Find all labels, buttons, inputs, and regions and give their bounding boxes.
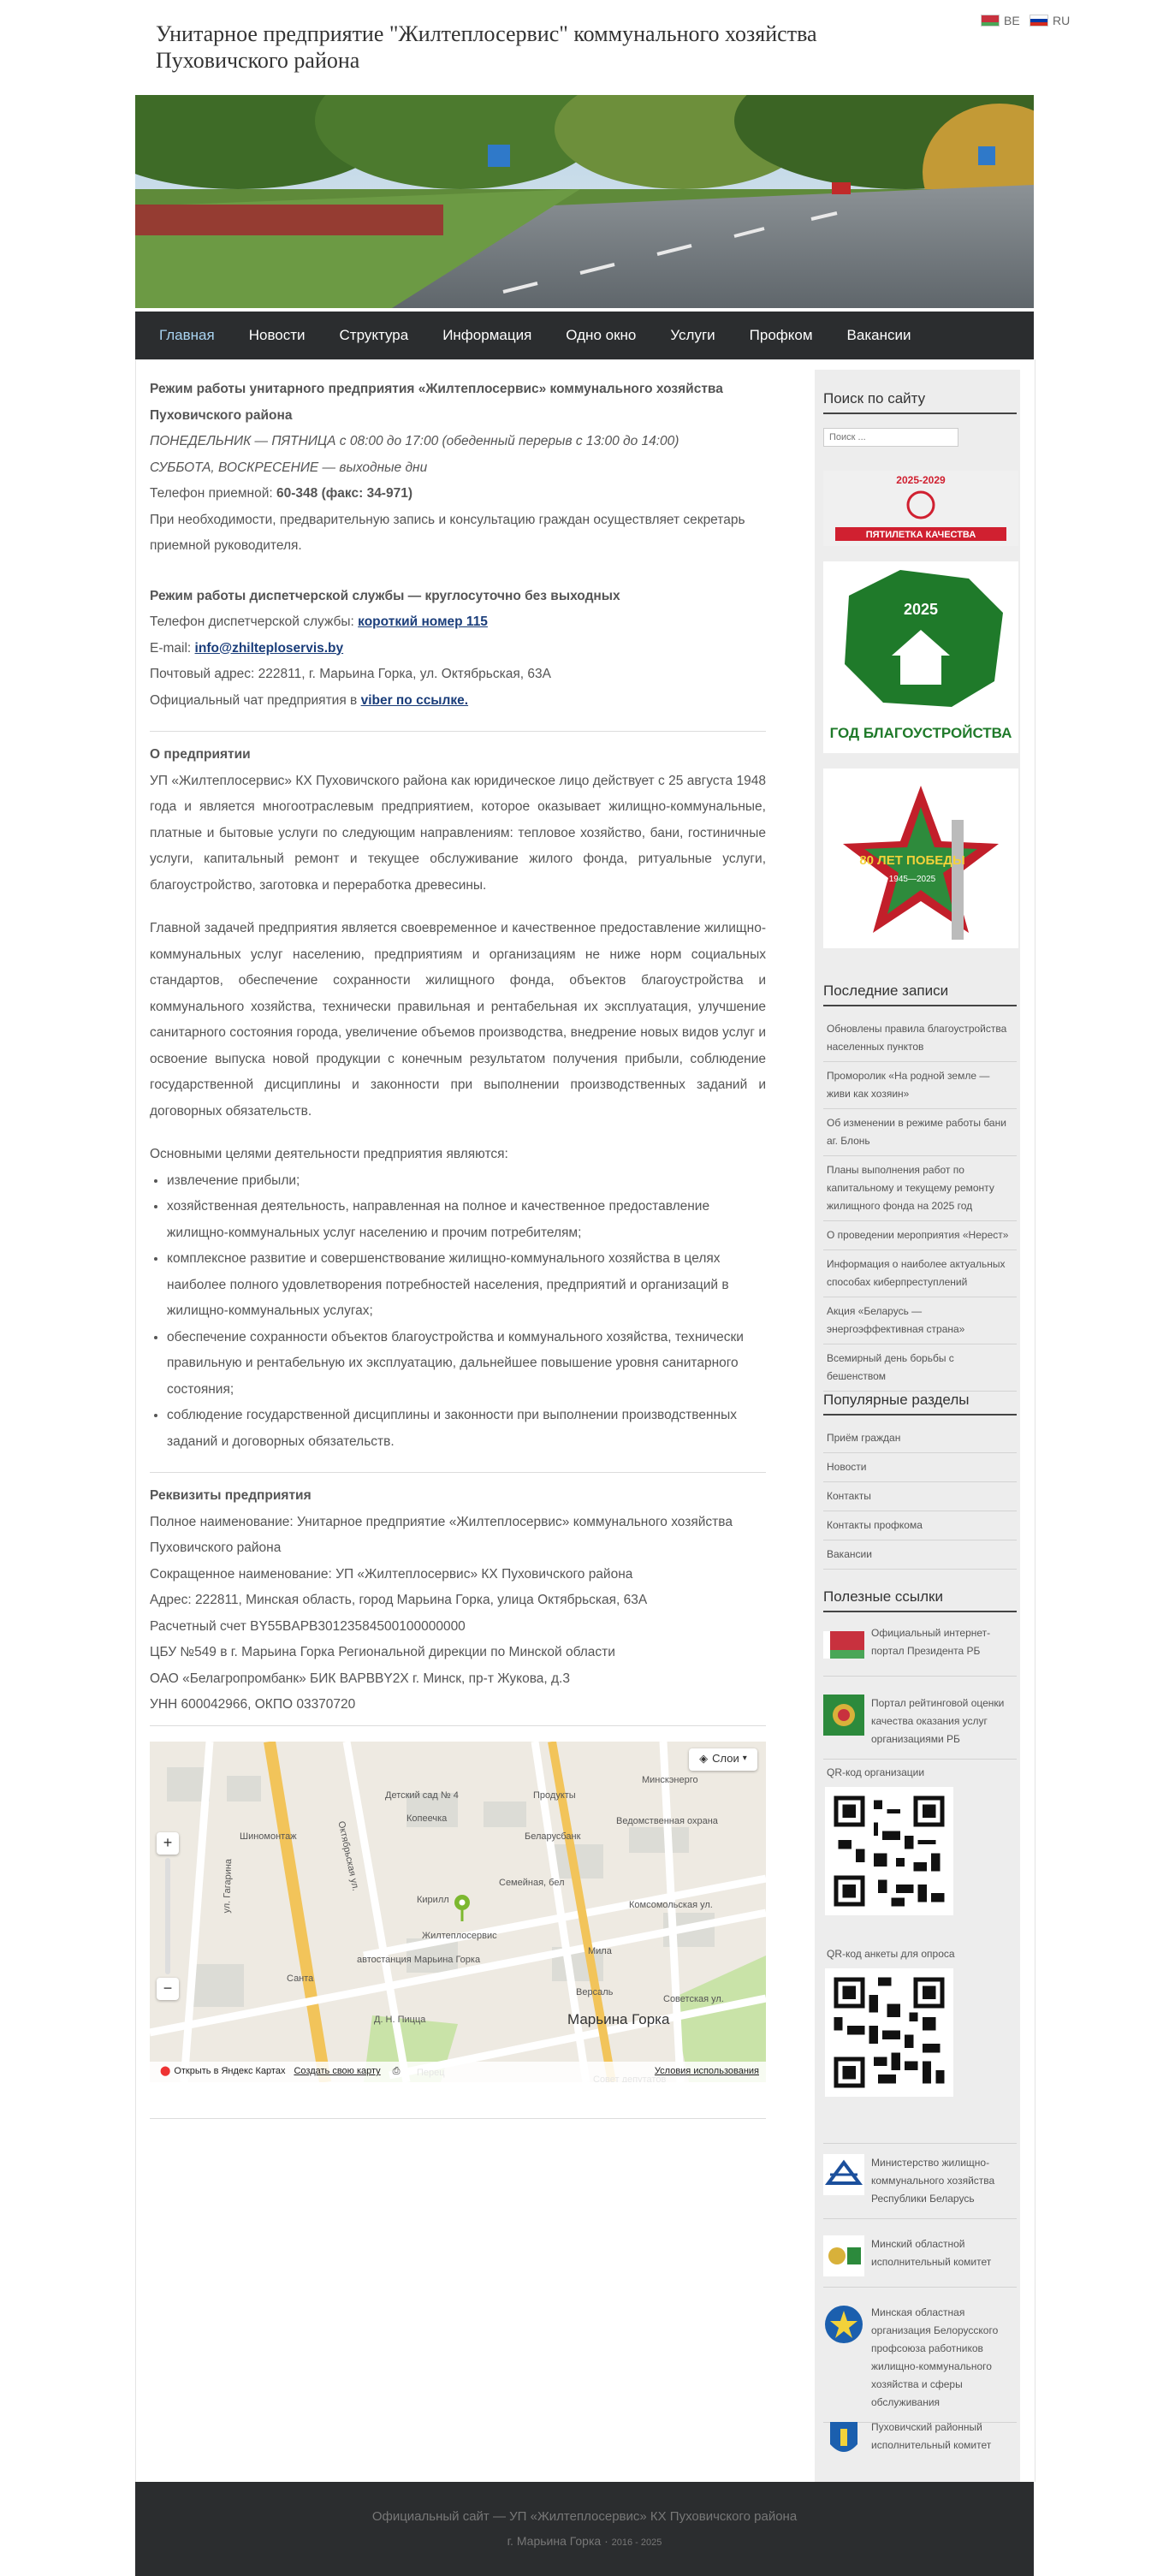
- popular-sections-title: Популярные разделы: [823, 1392, 1017, 1416]
- divider: [150, 2118, 766, 2119]
- chat-line: [150, 688, 766, 715]
- goals-intro: Основными целями деятельности предприятия являются:: [150, 1147, 508, 1161]
- goals-list: [150, 1168, 766, 1456]
- rating-portal-link[interactable]: [823, 1695, 1017, 1760]
- trade-union-link[interactable]: [823, 2304, 1017, 2423]
- reception-phone-value: 60-348 (факс: 34-971): [276, 486, 412, 501]
- goal-item: • обеспечение сохранности объектов благоустройства и коммунального хозяйства, технически правильную и рентабельную их эксплуатацию, дальнейшее повышение уровня санитарного состояния;: [167, 1325, 766, 1404]
- requisites-line: ЦБУ №549 в г. Марьина Горка Региональной дирекции по Минской области: [150, 1645, 615, 1659]
- goal-item: • хозяйственная деятельность, направленная на полное и качественное предоставление жилищно-коммунальных услуг населению и прочим потребителям;: [167, 1194, 766, 1246]
- ministry-logo-icon: [823, 2154, 864, 2195]
- useful-link-label: Официальный интернет-портал Президента РБ: [871, 1627, 991, 1657]
- lang-switch-ru[interactable]: [1030, 14, 1070, 27]
- map-label: Комсомольская ул.: [629, 1899, 713, 1910]
- goal-item: • соблюдение государственной дисциплины и законности при выполнении производственных заданий и договорных обязательств.: [167, 1403, 766, 1455]
- qr-survey-label: QR-код анкеты для опроса: [827, 1948, 955, 1960]
- victory-80-banner[interactable]: [823, 769, 1018, 948]
- reception-phone: [150, 481, 766, 507]
- zoom-in-button[interactable]: [157, 1832, 179, 1855]
- org-link-label: Минская областная организация Белорусского профсоюза работников жилищно-коммунального хозяйства и сферы обслуживания: [871, 2306, 999, 2408]
- map-city-label: Марьина Горка: [567, 2010, 670, 2027]
- landscaping-banner-year: 2025: [903, 601, 939, 618]
- search-input[interactable]: [823, 428, 958, 447]
- dispatch-phone-label: Телефон диспетчерской службы:: [150, 614, 359, 629]
- dispatch-title: Режим работы диспетчерской службы — круглосуточно без выходных: [150, 588, 620, 603]
- popular-sections-list: [823, 1424, 1017, 1570]
- qr-code-icon: [825, 1968, 953, 2097]
- map-label: Шиномонтаж: [240, 1831, 297, 1842]
- map-label: автостанция Марьина Горка: [357, 1954, 481, 1965]
- requisites-line: Сокращенное наименование: УП «Жилтеплосервис» КХ Пуховичского района: [150, 1566, 633, 1582]
- dispatch-phone: [150, 609, 766, 636]
- chevron-down-icon: ▾: [742, 1754, 747, 1764]
- map-layers-label: Слои: [712, 1752, 739, 1766]
- map-label: Ведомственная охрана: [616, 1815, 718, 1826]
- header-banner-photo: [135, 95, 1034, 308]
- quality-banner-graphic: [823, 471, 1018, 546]
- map-label: Беларусбанк: [525, 1831, 581, 1842]
- landscaping-year-banner[interactable]: [823, 561, 1018, 753]
- map-label: Детский сад № 4: [385, 1790, 459, 1801]
- belarus-flag-icon: [981, 15, 1000, 27]
- minus-icon: −: [163, 1979, 173, 1997]
- popular-section-link[interactable]: Новости: [823, 1453, 1017, 1482]
- pukhovichi-emblem-icon: [823, 2419, 864, 2460]
- postal-address: Почтовый адрес: 222811, г. Марьина Горка, ул. Октябрьская, 63А: [150, 667, 551, 681]
- lang-ru-label: RU: [1053, 14, 1071, 27]
- recent-post-link[interactable]: Проморолик «На родной земле — живи как хозяин»: [823, 1062, 1017, 1109]
- belarus-emblem-icon: [823, 1695, 864, 1736]
- map-label: Жилтеплосервис: [422, 1930, 497, 1941]
- map-label: Продукты: [533, 1790, 576, 1801]
- victory-banner-text: 80 ЛЕТ ПОБЕДЫ: [859, 853, 965, 868]
- map-label: Копеечка: [406, 1813, 448, 1824]
- president-portal-link[interactable]: [823, 1624, 1017, 1677]
- recent-post-link[interactable]: Акция «Беларусь — энергоэффективная страна»: [823, 1297, 1017, 1344]
- regional-emblem-icon: [823, 2235, 864, 2276]
- divider: [150, 1725, 766, 1726]
- footer-line-1: Официальный сайт — УП «Жилтеплосервис» КХ Пуховичского района: [371, 2509, 798, 2524]
- about-paragraph-2: Главной задачей предприятия является своевременное и качественное предоставление жилищно-коммунальных услуг населению, предприятиям и организациям не ниже норм социальных стандартов, обеспечение сохранности жилищного фонда, объектов благоустройства и коммунального хозяйства, технически правильная и рентабельная их эксплуатация, улучшение санитарного состояния города, увеличение объемов производства, внедрение новых видов услуг и освоение выпуска новой продукции с конечным результатом получения прибыли, соблюдение государственной дисциплины и законности при выполнении производственных заданий и договорных обязательств.: [150, 921, 766, 1119]
- work-hours-weekdays: ПОНЕДЕЛЬНИК — ПЯТНИЦА с 08:00 до 17:00 (обеденный перерыв с 13:00 до 14:00): [150, 434, 679, 448]
- goal-item: • извлечение прибыли;: [167, 1168, 766, 1195]
- viber-link[interactable]: viber по ссылке.: [360, 692, 469, 708]
- search-widget-title: Поиск по сайту: [823, 390, 1017, 414]
- qr-org-label: QR-код организации: [827, 1766, 925, 1778]
- lang-switch-be[interactable]: [981, 14, 1020, 27]
- main-nav: [135, 312, 1034, 359]
- about-title: О предприятии: [150, 747, 251, 762]
- recent-post-link[interactable]: Обновлены правила благоустройства населенных пунктов: [823, 1015, 1017, 1062]
- recent-post-link[interactable]: Информация о наиболее актуальных способах киберпреступлений: [823, 1250, 1017, 1297]
- terms-link[interactable]: Условия использования: [654, 2066, 759, 2077]
- divider: [150, 1472, 766, 1473]
- map-bottom-bar: [150, 2062, 766, 2082]
- quality-five-year-banner[interactable]: [823, 471, 1018, 546]
- popular-section-link[interactable]: Контакты: [823, 1482, 1017, 1511]
- nav-services[interactable]: Услуги: [670, 327, 715, 343]
- map-label: ул. Гагарина: [221, 1858, 234, 1914]
- requisites-line: Полное наименование: Унитарное предприятие «Жилтеплосервис» коммунального хозяйства Пуховичского района: [150, 1514, 733, 1555]
- qr-code-organization[interactable]: [825, 1787, 953, 1915]
- lang-be-label: BE: [1004, 14, 1020, 27]
- nav-news[interactable]: Новости: [248, 327, 306, 343]
- nav-information[interactable]: Информация: [442, 327, 532, 343]
- belarus-flag-icon: [823, 1624, 864, 1665]
- qr-code-survey[interactable]: [825, 1968, 953, 2097]
- requisites-line: УНН 600042966, ОКПО 03370720: [150, 1697, 356, 1712]
- recent-post-link[interactable]: Планы выполнения работ по капитальному и текущему ремонту жилищного фонда на 2025 год: [823, 1156, 1017, 1221]
- requisites-line: Расчетный счет BY55BAPB30123584500100000000: [150, 1618, 466, 1634]
- email-label: E-mail:: [150, 640, 195, 656]
- goal-item: • комплексное развитие и совершенствование жилищно-коммунального хозяйства в целях наиболее полного удовлетворения потребностей населения, предприятий и организаций в жилищно-коммунальных услугах;: [167, 1246, 766, 1325]
- yandex-map[interactable]: [150, 1742, 766, 2082]
- minsk-regional-committee-link[interactable]: [823, 2235, 1017, 2288]
- ministry-housing-link[interactable]: [823, 2143, 1017, 2219]
- victory-banner-years: 1945—2025: [888, 875, 936, 884]
- landscaping-banner-text: ГОД БЛАГОУСТРОЙСТВА: [829, 725, 1012, 741]
- map-label: Версаль: [576, 1986, 614, 1997]
- map-label: Советская ул.: [663, 1993, 724, 2004]
- open-yandex-maps-link[interactable]: Открыть в Яндекс Картах: [174, 2066, 286, 2077]
- qr-code-icon: [825, 1787, 953, 1915]
- email-link[interactable]: info@zhilteploservis.by: [194, 640, 344, 656]
- victory-banner-graphic: [823, 769, 1018, 948]
- street-photo-illustration: [135, 95, 1034, 308]
- recent-post-link[interactable]: О проведении мероприятия «Нерест»: [823, 1221, 1017, 1250]
- divider: [150, 731, 766, 732]
- popular-section-link[interactable]: Контакты профкома: [823, 1511, 1017, 1540]
- org-link-label: Пуховичский районный исполнительный комитет: [871, 2421, 992, 2451]
- recent-posts-title: Последние записи: [823, 982, 1017, 1006]
- quality-banner-text: ПЯТИЛЕТКА КАЧЕСТВА: [865, 530, 976, 540]
- nav-one-window[interactable]: Одно окно: [566, 327, 637, 343]
- pukhovichi-committee-link[interactable]: [823, 2419, 1017, 2470]
- org-link-label: Минский областной исполнительный комитет: [871, 2238, 992, 2268]
- requisites-line: ОАО «Белагропромбанк» БИК BAPBBY2X г. Минск, пр-т Жукова, д.3: [150, 1671, 570, 1686]
- footer: [135, 2482, 1034, 2576]
- map-label: Кирилл: [417, 1894, 449, 1905]
- recent-post-link[interactable]: Всемирный день борьбы с бешенством: [823, 1344, 1017, 1392]
- map-label: Семейная, бел: [499, 1877, 565, 1888]
- plus-icon: +: [163, 1834, 173, 1852]
- nav-trade-union[interactable]: Профком: [749, 327, 813, 343]
- zoom-slider[interactable]: [165, 1858, 170, 1974]
- main-content: [150, 377, 766, 2119]
- map-pin-icon: ⬤: [160, 2066, 171, 2077]
- org-link-label: Министерство жилищно-коммунального хозяйства Республики Беларусь: [871, 2157, 995, 2205]
- work-hours-title: Режим работы унитарного предприятия «Жилтеплосервис» коммунального хозяйства Пуховичского района: [150, 382, 723, 423]
- work-hours-weekend: СУББОТА, ВОСКРЕСЕНИЕ — выходные дни: [150, 460, 428, 475]
- reception-phone-label: Телефон приемной:: [150, 486, 277, 501]
- layers-icon: ◈: [699, 1752, 709, 1766]
- map-label: Минскэнерго: [642, 1774, 698, 1785]
- nav-vacancies[interactable]: Вакансии: [846, 327, 911, 343]
- about-paragraph-1: УП «Жилтеплосервис» КХ Пуховичского района как юридическое лицо действует с 25 августа 1948 года и является многоотраслевым предприятием, которое оказывает жилищно-коммунальные, платные и бытовые услуги по следующим направлениям: тепловое хозяйство, бани, гостиничные услуги, капитальный ремонт и текущее обслуживание жилого фонда, ритуальные услуги, благоустройство, заготовка и переработка древесины.: [150, 773, 766, 893]
- nav-home[interactable]: Главная: [159, 327, 215, 343]
- map-label: Октябрьская ул.: [335, 1819, 361, 1892]
- landscaping-banner-graphic: [823, 561, 1018, 753]
- popular-section-link[interactable]: Приём граждан: [823, 1424, 1017, 1453]
- footer-line-2: [135, 2524, 1034, 2548]
- nav-structure[interactable]: Структура: [339, 327, 409, 343]
- popular-section-link[interactable]: Вакансии: [823, 1540, 1017, 1570]
- russia-flag-icon: [1030, 15, 1048, 27]
- useful-link-label: Портал рейтинговой оценки качества оказания услуг организациями РБ: [871, 1697, 1005, 1745]
- useful-links-title: Полезные ссылки: [823, 1588, 1017, 1612]
- requisites-title: Реквизиты предприятия: [150, 1488, 312, 1503]
- map-label: Санта: [287, 1973, 314, 1984]
- site-title[interactable]: Унитарное предприятие "Жилтеплосервис" коммунального хозяйства Пуховичского района: [156, 21, 817, 73]
- requisites-line: Адрес: 222811, Минская область, город Марьина Горка, улица Октябрьская, 63А: [150, 1593, 648, 1607]
- recent-post-link[interactable]: Об изменении в режиме работы бани аг. Блонь: [823, 1109, 1017, 1156]
- create-map-link[interactable]: Создать свою карту: [294, 2066, 381, 2077]
- footer-years: 2016 - 2025: [611, 2537, 662, 2548]
- trade-union-logo-icon: [823, 2304, 864, 2345]
- chat-label: Официальный чат предприятия в: [150, 692, 361, 708]
- map-label: Мила: [588, 1945, 612, 1956]
- footer-city: г. Марьина Горка ·: [507, 2534, 612, 2548]
- print-icon[interactable]: ⎙: [392, 2066, 401, 2077]
- recent-posts-list: [823, 1015, 1017, 1392]
- reception-note: При необходимости, предварительную запись и консультацию граждан осуществляет секретарь приемной руководителя.: [150, 512, 745, 553]
- zoom-out-button[interactable]: [157, 1978, 179, 2000]
- map-layers-button[interactable]: [689, 1748, 757, 1771]
- quality-banner-years: 2025-2029: [896, 474, 946, 486]
- map-label: Д. Н. Пицца: [374, 2014, 426, 2025]
- email-line: [150, 636, 766, 662]
- dispatch-phone-link[interactable]: короткий номер 115: [358, 614, 488, 629]
